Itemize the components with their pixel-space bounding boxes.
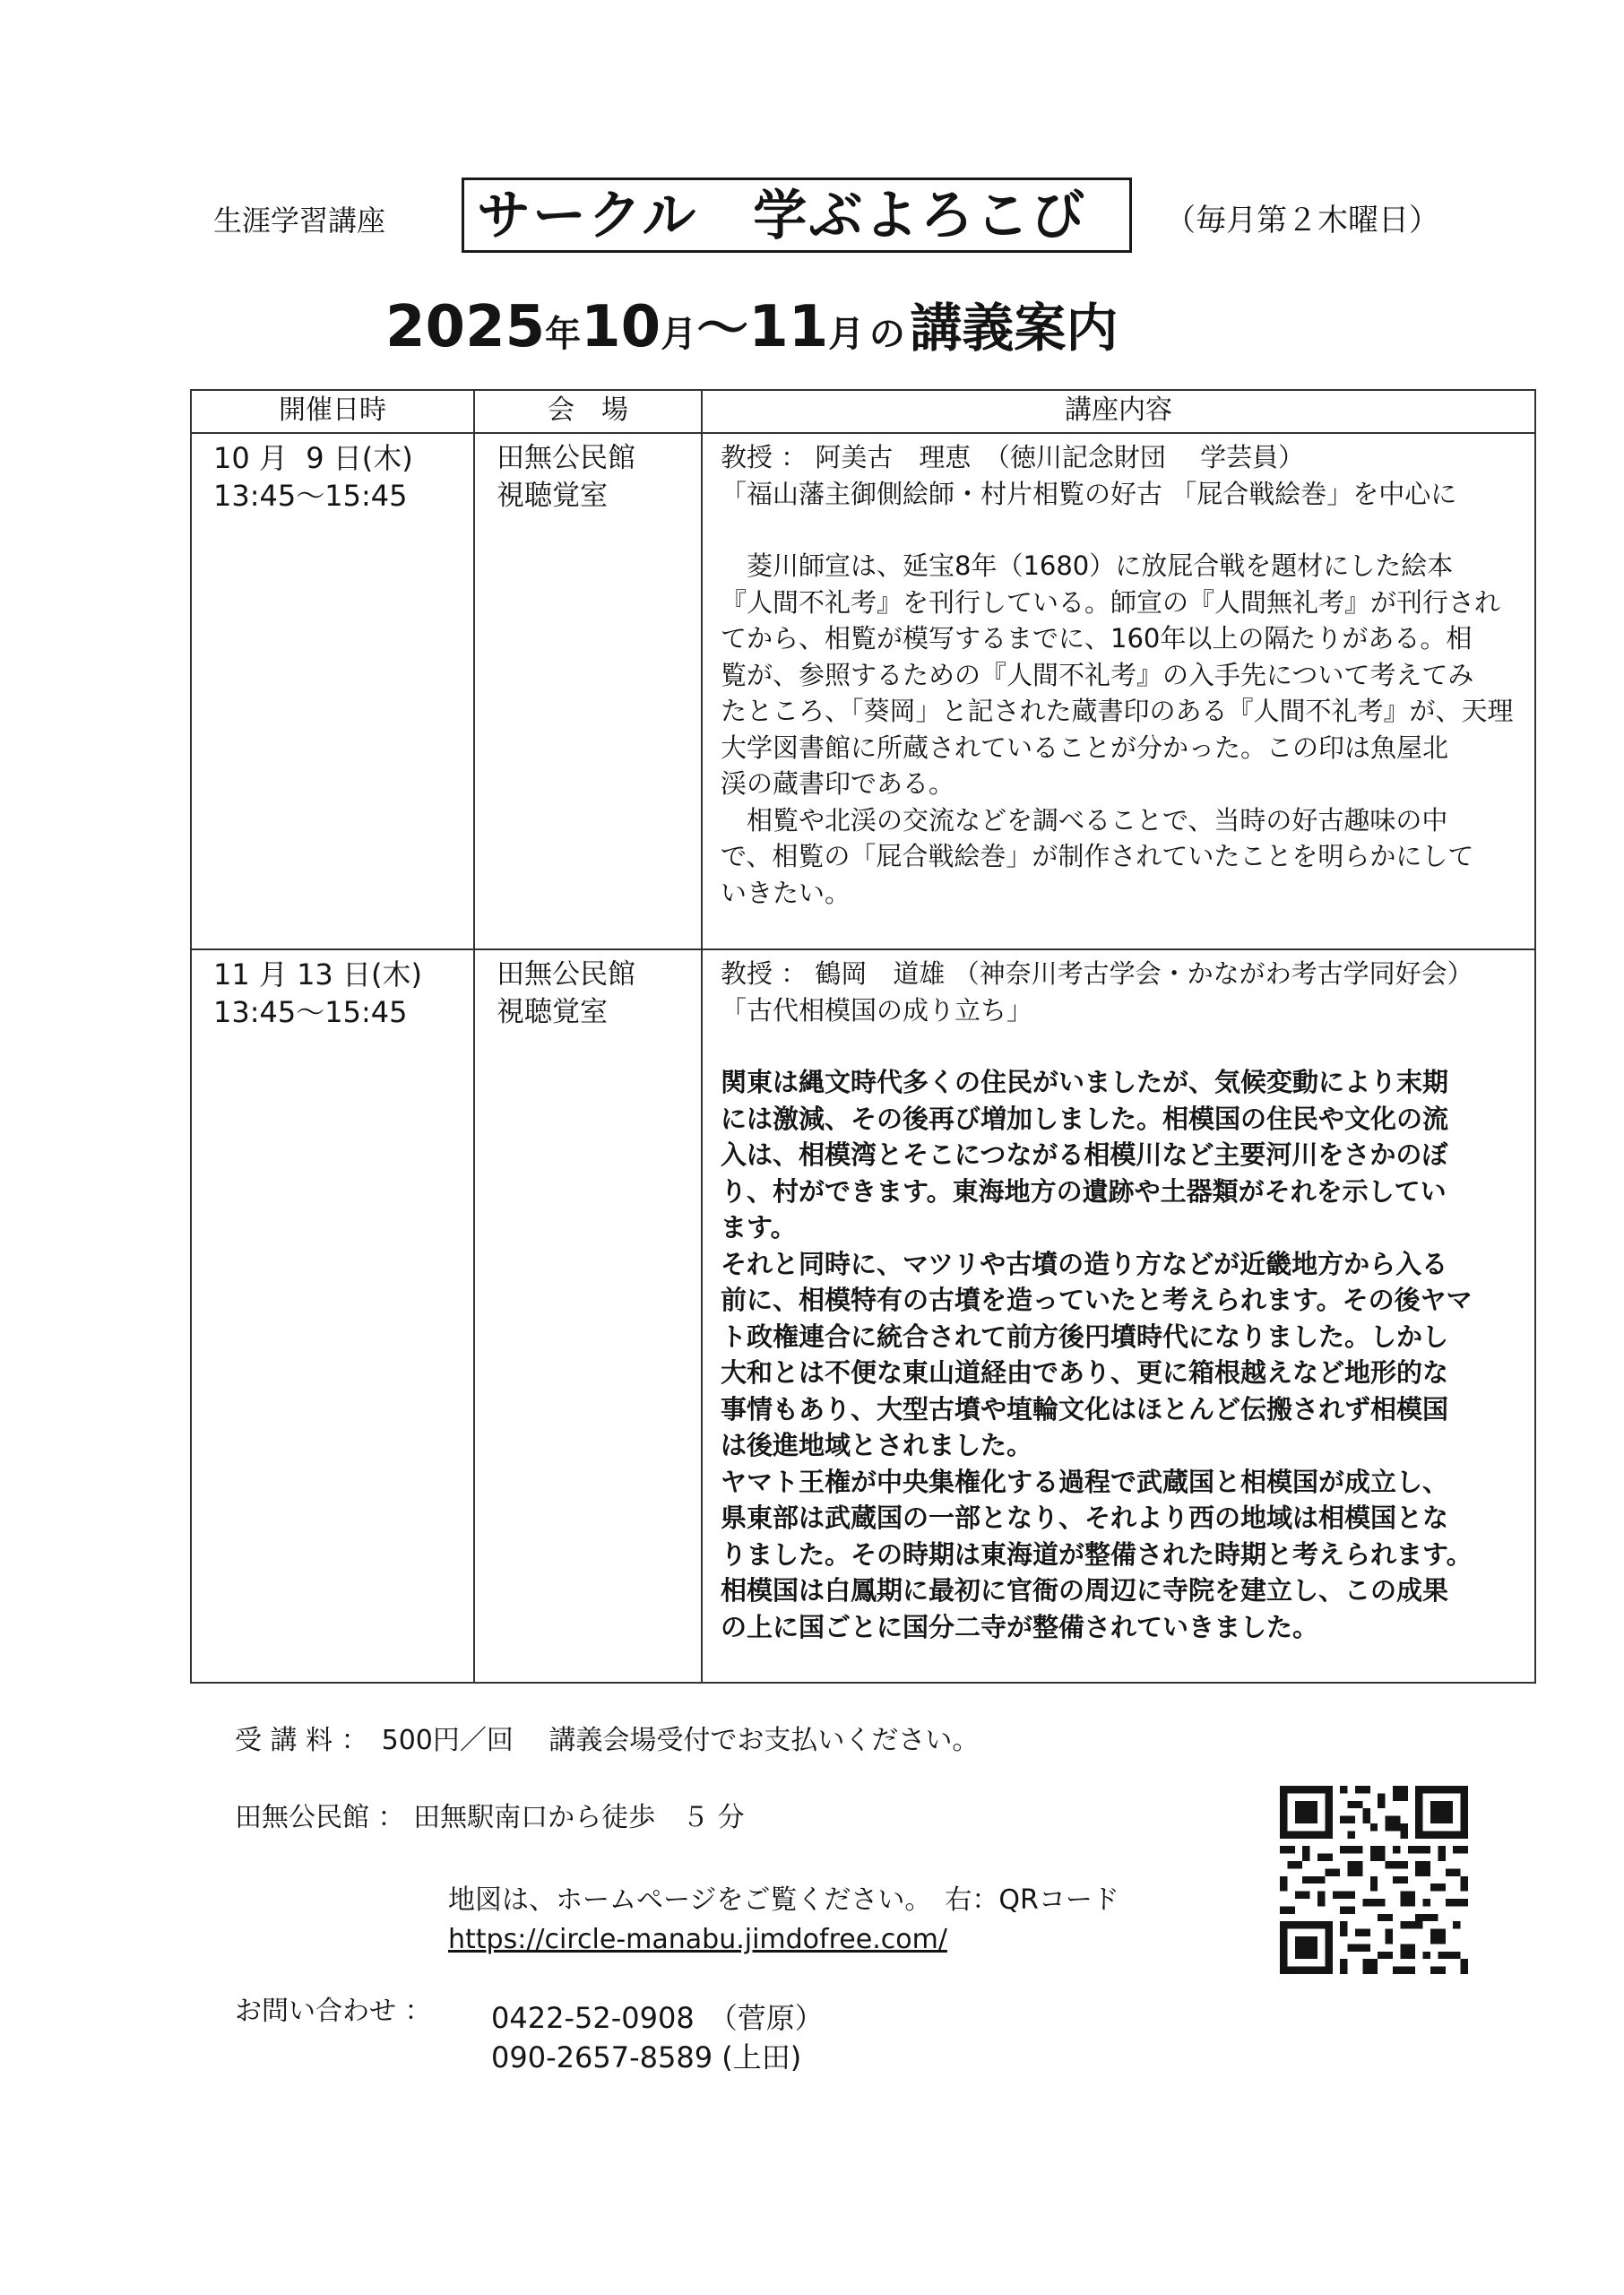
heading-tilde: ～: [696, 298, 749, 359]
venue-name: 田無公民館: [497, 958, 635, 991]
body-line: 相覧や北渓の交流などを調べることで、当時の好古趣味の中: [721, 804, 1448, 836]
body-line: 大学図書館に所蔵されていることが分かった。この印は魚屋北: [721, 732, 1449, 763]
lecture-time: 13:45～15:45: [213, 995, 408, 1029]
body-line: たところ、「葵岡」と記された蔵書印のある『人間不礼考』が、天理: [721, 696, 1514, 726]
venue-room: 視聴覚室: [497, 480, 608, 512]
body-line: てから、相覧が模写するまでに、160年以上の隔たりがある。相: [721, 623, 1473, 654]
body-line: 『人間不礼考』を刊行している。師宣の『人間無礼考』が刊行され: [721, 586, 1501, 618]
map-note: 地図は、ホームページをご覧ください。 右：QRコード: [448, 1884, 1119, 1916]
content-cell: [703, 434, 1534, 923]
body-line: 入は、相模湾とそこにつながる相模川など主要河川をさかのぼ: [721, 1139, 1448, 1170]
body-line: で、相覧の「屁合戦絵巻」が制作されていたことを明らかにして: [721, 841, 1474, 871]
lecturer: 教授 ： 阿美古 理恵 （徳川記念財団 学芸員）: [721, 442, 1305, 472]
heading-month-2: 11: [748, 294, 829, 360]
access-info: 田無公民館 ： 田無駅南口から徒歩 ５ 分: [235, 1802, 745, 1833]
venue-cell: [475, 950, 701, 1031]
heading-no: の: [868, 314, 905, 355]
meeting-frequency: （毎月第２木曜日）: [1165, 203, 1439, 238]
lecture-date: 10 月 9 日(木): [213, 441, 413, 475]
body-line: 県東部は武蔵国の一部となり、それより西の地域は相模国とな: [721, 1503, 1449, 1533]
body-line: 覧が、参照するための『人間不礼考』の入手先について考えてみ: [721, 659, 1474, 690]
heading-getsu-1: 月: [661, 314, 697, 355]
body-line: いきたい。: [721, 877, 851, 908]
homepage-link[interactable]: https://circle-manabu.jimdofree.com/: [448, 1924, 947, 1955]
qr-code[interactable]: [1280, 1786, 1468, 1974]
heading-getsu-2: 月: [828, 314, 865, 355]
venue-room: 視聴覚室: [497, 996, 608, 1028]
heading-month-1: 10: [581, 294, 661, 360]
heading-label: 講義案内: [910, 298, 1119, 359]
lecture-time: 13:45～15:45: [213, 479, 408, 513]
body-line: 関東は縄文時代多くの住民がいましたが、気候変動により末期: [721, 1067, 1449, 1097]
body-line: それと同時に、マツリや古墳の造り方などが近畿地方から入る: [721, 1248, 1448, 1279]
header-date: 開催日時: [191, 390, 474, 433]
contact-phone-1: 0422-52-0908 （菅原）: [491, 2001, 824, 2035]
table-row: [191, 433, 1535, 949]
lecture-title: 「古代相模国の成り立ち」: [721, 994, 1033, 1026]
body-line: は後進地域とされました。: [721, 1430, 1033, 1460]
heading-year: 2025: [385, 294, 546, 360]
table-header-row: [191, 390, 1535, 433]
body-line: には激減、その後再び増加しました。相模国の住民や文化の流: [721, 1103, 1449, 1134]
body-line: 大和とは不便な東山道経由であり、更に箱根越えなど地形的な: [721, 1357, 1449, 1388]
program-label: 生涯学習講座: [213, 204, 386, 238]
venue-cell: [475, 434, 701, 515]
body-line: り、村ができます。東海地方の遺跡や土器類がそれを示してい: [721, 1175, 1447, 1207]
content-cell: [703, 950, 1534, 1658]
contact-phone-2: 090-2657-8589 (上田): [491, 2040, 802, 2074]
body-line: ます。: [721, 1212, 797, 1243]
venue-name: 田無公民館: [497, 442, 635, 474]
schedule-table: [190, 389, 1536, 1684]
fee-info: 受 講 料 ： 500円／回 講義会場受付でお支払いください。: [235, 1725, 980, 1756]
header-content: 講座内容: [702, 390, 1535, 433]
body-line: ヤマト王権が中央集権化する過程で武蔵国と相模国が成立し、: [721, 1466, 1449, 1497]
lecturer: 教授 ： 鶴岡 道雄 （神奈川考古学会・かながわ考古学同好会）: [721, 958, 1473, 989]
contact-label: お問い合わせ ：: [235, 1996, 432, 2027]
date-cell: [192, 950, 473, 1031]
lecture-date: 11 月 13 日(木): [213, 957, 422, 992]
lecture-title: 「福山藩主御側絵師・村片相覧の好古 「屁合戦絵巻」を中心に: [721, 478, 1457, 509]
body-line: 前に、相模特有の古墳を造っていたと考えられます。その後ヤマ: [721, 1285, 1473, 1315]
table-row: [191, 949, 1535, 1683]
body-line: 菱川師宣は、延宝8年（1680）に放屁合戦を題材にした絵本: [721, 550, 1454, 581]
header-venue: 会 場: [474, 390, 702, 433]
body-line: 事情もあり、大型古墳や埴輪文化はほとんど伝搬されず相模国: [721, 1393, 1449, 1425]
body-line: の上に国ごとに国分二寺が整備されていきました。: [721, 1611, 1319, 1642]
body-line: 相模国は白鳳期に最初に官衙の周辺に寺院を建立し、この成果: [721, 1575, 1449, 1606]
circle-title: サークル 学ぶよろこび: [462, 178, 1132, 253]
body-line: 渓の蔵書印である。: [721, 768, 955, 799]
body-line: りました。その時期は東海道が整備された時期と考えられます。: [721, 1538, 1473, 1570]
page-heading: [385, 287, 1118, 382]
body-line: ト政権連合に統合されて前方後円墳時代になりました。しかし: [721, 1321, 1449, 1352]
date-cell: [192, 434, 473, 515]
heading-nen: 年: [545, 314, 582, 355]
